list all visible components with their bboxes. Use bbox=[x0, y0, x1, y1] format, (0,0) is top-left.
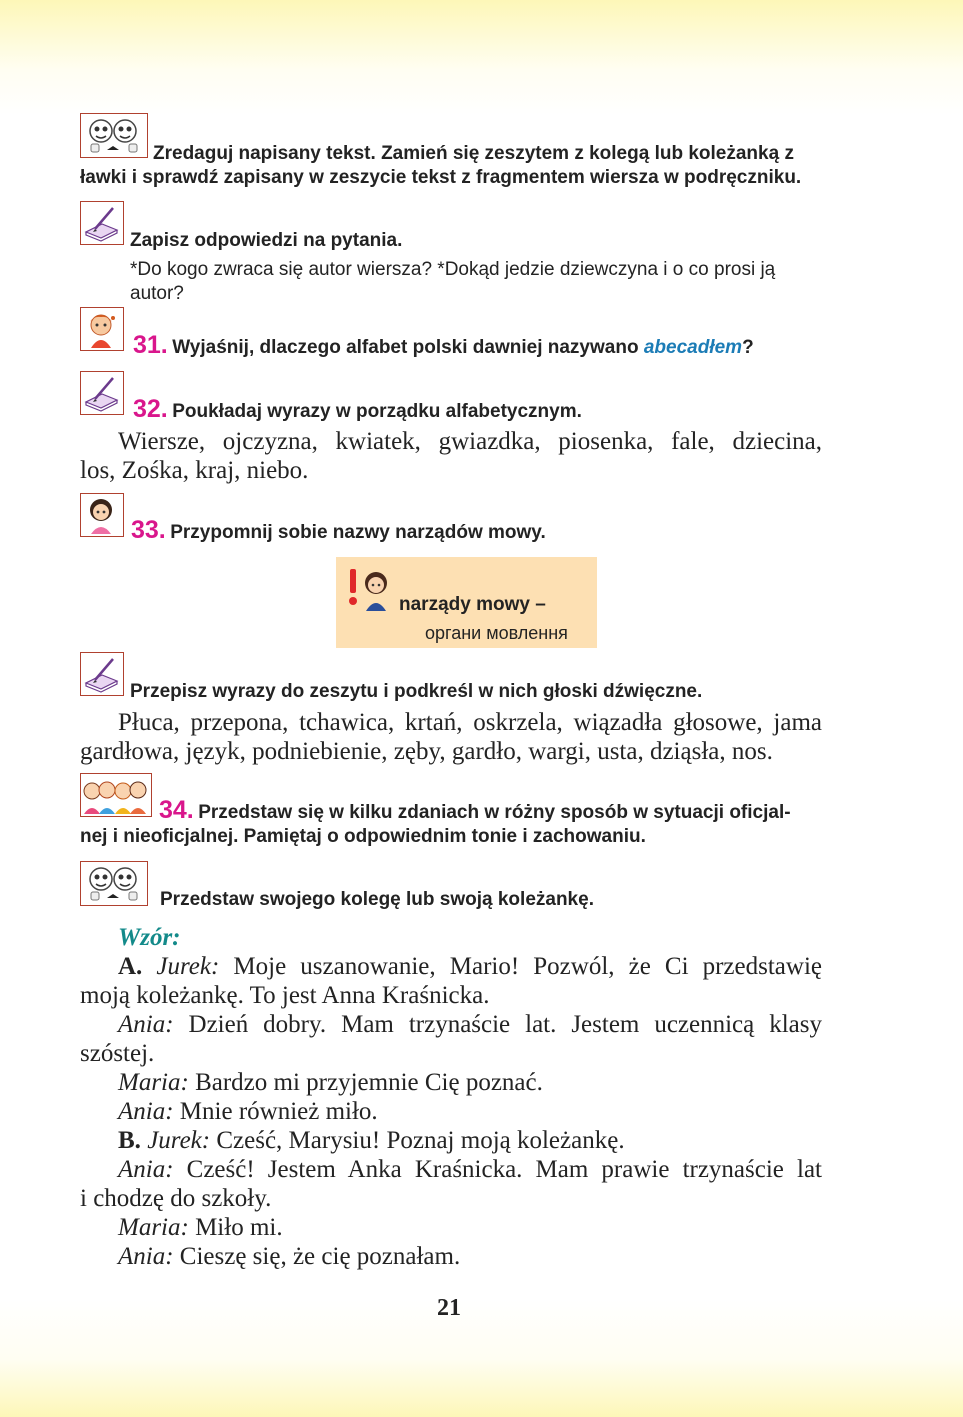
ex31-highlight: abecadłem bbox=[643, 337, 743, 358]
ex32-line bbox=[133, 395, 582, 424]
task2-question-line2: autor? bbox=[130, 283, 184, 304]
model-ania3-line1: Ania: Cześć! Jestem Anka Kraśnicka. Mam prawie trzynaście lat bbox=[118, 1156, 822, 1183]
ex33-line bbox=[131, 516, 546, 545]
ex34-text-line2: nej i nieoficjalnej. Pamiętaj o odpowiednim tonie i zachowaniu. bbox=[80, 826, 646, 847]
two-cartoon-faces-icon bbox=[80, 113, 148, 158]
model-ania2: Ania: Mnie również miło. bbox=[118, 1098, 378, 1125]
girl-thinking-icon bbox=[80, 307, 124, 351]
model-ania1-line2: szóstej. bbox=[80, 1040, 155, 1067]
model-ania4: Ania: Cieszę się, że cię poznałam. bbox=[118, 1243, 461, 1270]
girl-portrait-icon bbox=[80, 493, 124, 537]
model-maria1: Maria: Bardzo mi przyjemnie Cię poznać. bbox=[118, 1069, 543, 1096]
task1-line2: ławki i sprawdź zapisany w zeszycie tekst z fragmentem wiersza w podręczniku. bbox=[80, 167, 802, 188]
page-number: 21 bbox=[437, 1295, 461, 1321]
model-maria2: Maria: Miło mi. bbox=[118, 1214, 283, 1241]
model-heading: Wzór: bbox=[118, 924, 181, 951]
ex31-line bbox=[133, 331, 754, 360]
two-cartoon-faces-icon bbox=[80, 861, 148, 906]
ex33-number: 33. bbox=[131, 516, 166, 544]
ex31-text: Wyjaśnij, dlaczego alfabet polski dawniej nazywano abecadłem? bbox=[172, 337, 754, 358]
task2-question-line1: *Do kogo zwraca się autor wiersza? *Dokąd jedzie dziewczyna i o co prosi ją bbox=[130, 259, 776, 280]
ex32-words-line2: los, Zośka, kraj, niebo. bbox=[80, 457, 309, 484]
group-of-children-icon bbox=[80, 773, 152, 817]
ex33-instruction: Przypomnij sobie nazwy narządów mowy. bbox=[170, 522, 546, 543]
task2-instruction: Zapisz odpowiedzi na pytania. bbox=[130, 230, 403, 251]
ex34-number: 34. bbox=[159, 796, 194, 824]
ex32-instruction: Poukładaj wyrazy w porządku alfabetycznym. bbox=[172, 401, 582, 422]
model-a-line1: A. Jurek: Moje uszanowanie, Mario! Pozwól, że Ci przedstawię bbox=[118, 953, 822, 980]
model-a-line2: moją koleżankę. To jest Anna Kraśnicka. bbox=[80, 982, 490, 1009]
task4-instruction: Przedstaw swojego kolegę lub swoją koleżankę. bbox=[160, 889, 594, 910]
vocabulary-note bbox=[336, 557, 597, 648]
task3-instruction: Przepisz wyrazy do zeszytu i podkreśl w nich głoski dźwięczne. bbox=[130, 681, 703, 702]
ex31-number: 31. bbox=[133, 331, 168, 359]
ex34-text-line1: Przedstaw się w kilku zdaniach w różny sposób w sytuacji oficjal- bbox=[198, 802, 791, 823]
exclamation-character-icon bbox=[346, 565, 394, 611]
model-ania3-line2: i chodzę do szkoły. bbox=[80, 1185, 272, 1212]
model-b: B. Jurek: Cześć, Marysiu! Poznaj moją koleżankę. bbox=[118, 1127, 625, 1154]
task3-words-line2: gardłowa, język, podniebienie, zęby, gardło, wargi, usta, dziąsła, nos. bbox=[80, 738, 773, 765]
task1-line1: Zredaguj napisany tekst. Zamień się zeszytem z kolegą lub koleżanką z bbox=[153, 143, 794, 164]
task3-words-line1: Płuca, przepona, tchawica, krtań, oskrzela, wiązadła głosowe, jama bbox=[118, 709, 822, 736]
ex34-line1 bbox=[159, 796, 791, 825]
notebook-pen-icon bbox=[80, 652, 124, 696]
notebook-pen-icon bbox=[80, 201, 124, 245]
model-ania1-line1: Ania: Dzień dobry. Mam trzynaście lat. Jestem uczennicą klasy bbox=[118, 1011, 822, 1038]
note-term: narządy mowy – bbox=[399, 594, 546, 615]
ex32-number: 32. bbox=[133, 395, 168, 423]
note-translation: органи мовлення bbox=[425, 623, 568, 643]
ex32-words-line1: Wiersze, ojczyzna, kwiatek, gwiazdka, piosenka, fale, dziecina, bbox=[118, 428, 822, 455]
notebook-pen-icon bbox=[80, 371, 124, 415]
